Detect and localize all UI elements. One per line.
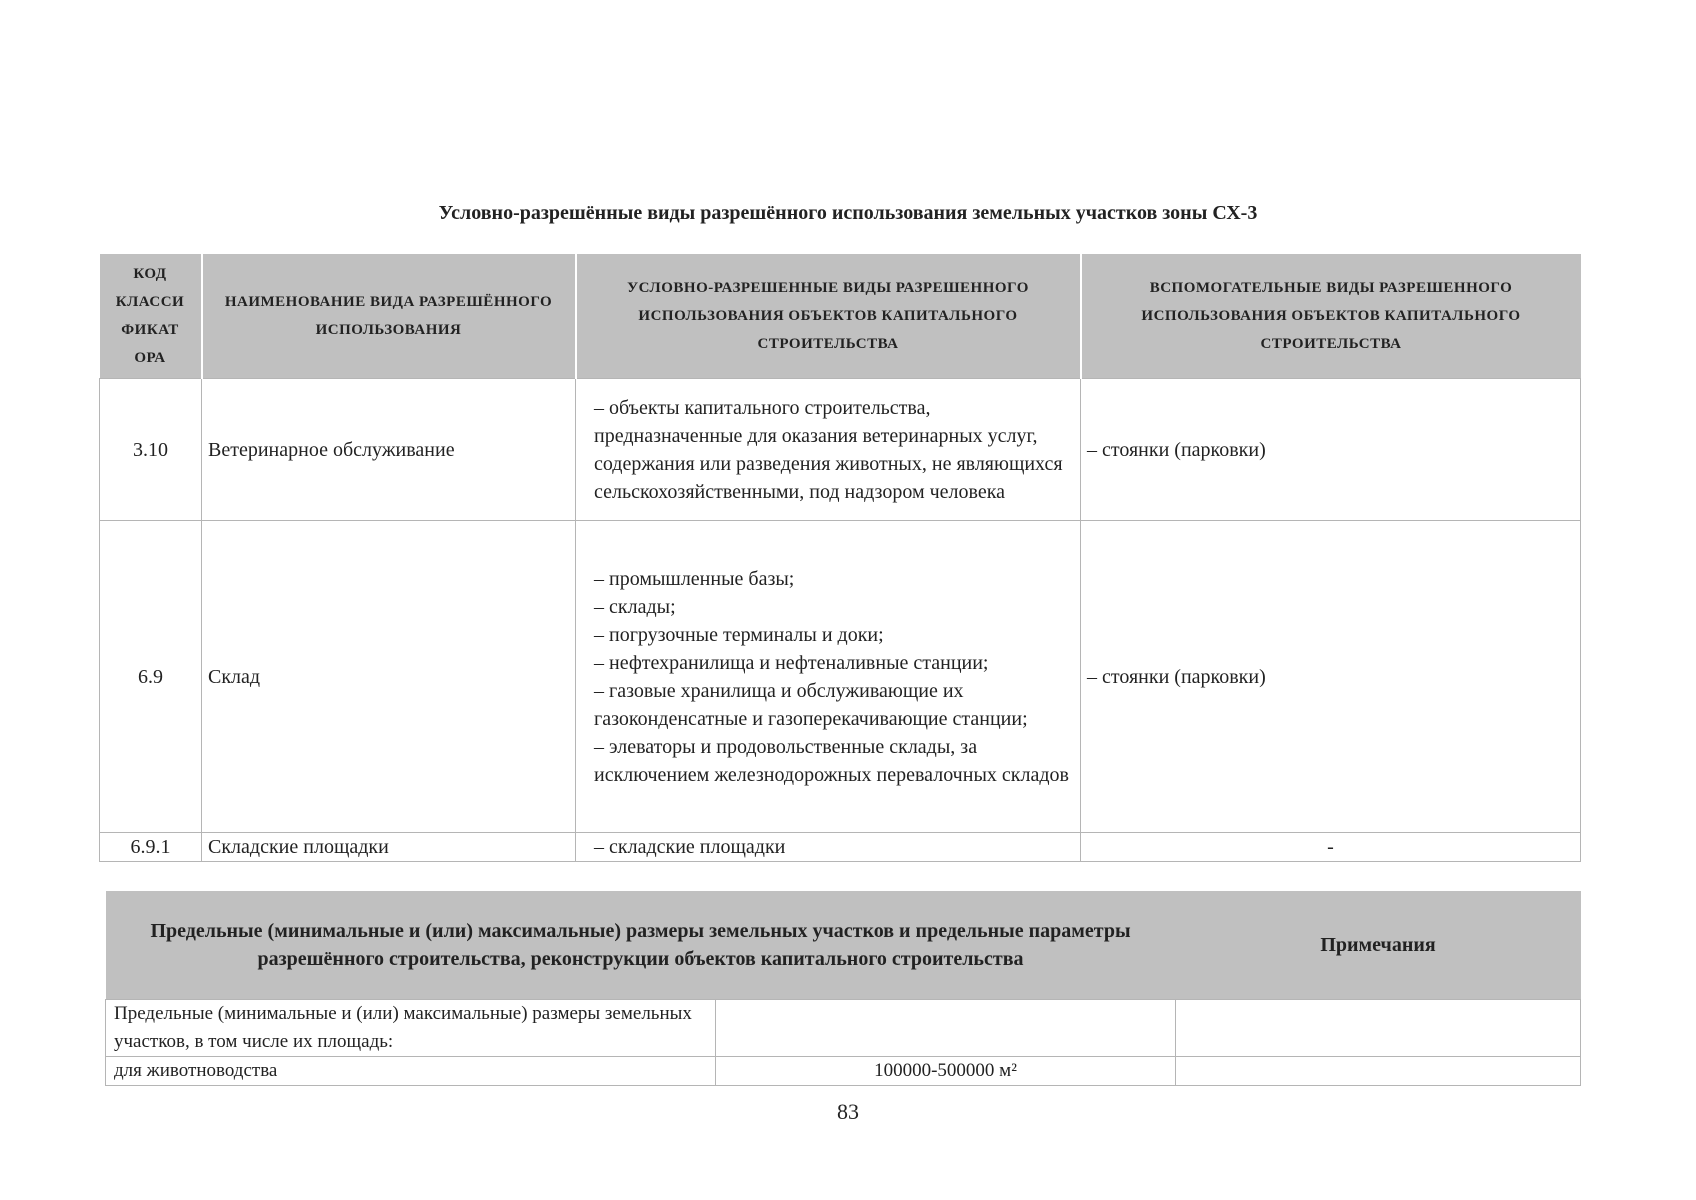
- limit-value: 100000-500000 м²: [716, 1057, 1176, 1086]
- page-title: Условно-разрешённые виды разрешённого использования земельных участков зоны СХ-3: [438, 202, 1258, 224]
- page-number: 83: [837, 1099, 859, 1124]
- row-name: Склад: [202, 521, 576, 833]
- limit-label: Предельные (минимальные и (или) максимальные) размеры земельных участков, в том числе их площадь:: [106, 1000, 716, 1057]
- table-row: [100, 379, 1581, 521]
- table-row: [100, 833, 1581, 862]
- row-name: Складские площадки: [202, 833, 576, 862]
- header-auxiliary-uses: ВСПОМОГАТЕЛЬНЫЕ ВИДЫ РАЗРЕШЕННОГО ИСПОЛЬЗОВАНИЯ ОБЪЕКТОВ КАПИТАЛЬНОГО СТРОИТЕЛЬСТВА: [1081, 254, 1581, 379]
- limit-value: [716, 1000, 1176, 1057]
- limits-table: [105, 891, 1581, 1086]
- table-row: [106, 1057, 1581, 1086]
- row-conditional-uses: [576, 379, 1081, 521]
- table-row: [100, 521, 1581, 833]
- row-auxiliary-uses: – стоянки (парковки): [1081, 521, 1581, 833]
- row-code: 3.10: [100, 379, 202, 521]
- conditional-use-item: – объекты капитального строительства, предназначенные для оказания ветеринарных услуг, содержания или разведения животных, не являющихся сельскохозяйственными, под надзором человека: [594, 396, 1063, 503]
- table-header-row: [106, 891, 1581, 1000]
- row-auxiliary-uses: -: [1081, 833, 1581, 862]
- conditional-use-item: – складские площадки: [594, 836, 786, 858]
- conditional-use-item: – склады;: [594, 595, 676, 618]
- row-conditional-uses: [576, 833, 1081, 862]
- header-notes: Примечания: [1176, 891, 1581, 1000]
- row-auxiliary-uses: – стоянки (парковки): [1081, 379, 1581, 521]
- conditional-use-item: – нефтехранилища и нефтеналивные станции;: [594, 651, 989, 674]
- conditional-use-item: – промышленные базы;: [594, 567, 795, 590]
- conditional-use-item: – погрузочные терминалы и доки;: [594, 623, 884, 646]
- row-code: 6.9.1: [100, 833, 202, 862]
- limit-label: для животноводства: [106, 1057, 716, 1086]
- conditional-use-item: – элеваторы и продовольственные склады, за исключением железнодорожных перевалочных складов: [594, 735, 1069, 786]
- limit-note: [1176, 1000, 1581, 1057]
- table-row: [106, 1000, 1581, 1057]
- limit-note: [1176, 1057, 1581, 1086]
- permitted-uses-table: [99, 254, 1581, 862]
- row-name: Ветеринарное обслуживание: [202, 379, 576, 521]
- row-conditional-uses: [576, 521, 1081, 833]
- row-code: 6.9: [100, 521, 202, 833]
- header-code: КОД КЛАССИ ФИКАТ ОРА: [100, 254, 202, 379]
- conditional-use-item: – газовые хранилища и обслуживающие их газоконденсатные и газоперекачивающие станции;: [594, 679, 1028, 730]
- header-limits: Предельные (минимальные и (или) максимальные) размеры земельных участков и предельные параметры разрешённого строительства, реконструкции объектов капитального строительства: [106, 891, 1176, 1000]
- table-header-row: [100, 254, 1581, 379]
- header-conditional-uses: УСЛОВНО-РАЗРЕШЕННЫЕ ВИДЫ РАЗРЕШЕННОГО ИСПОЛЬЗОВАНИЯ ОБЪЕКТОВ КАПИТАЛЬНОГО СТРОИТЕЛЬСТВА: [576, 254, 1081, 379]
- header-name: НАИМЕНОВАНИЕ ВИДА РАЗРЕШЁННОГО ИСПОЛЬЗОВАНИЯ: [202, 254, 576, 379]
